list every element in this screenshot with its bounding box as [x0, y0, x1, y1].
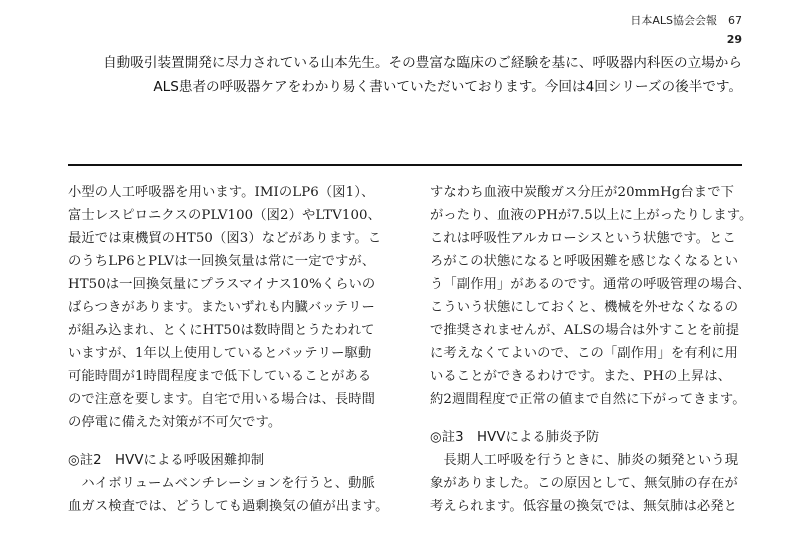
text-line: ので注意を要します。自宅で用いる場合は、長時間	[68, 392, 376, 407]
text-line: 可能時間が1時間程度まで低下していることがある	[68, 369, 372, 384]
text-line: 富士レスピロニクスのPLV100（図2）やLTV100、	[68, 208, 381, 223]
text-line: う「副作用」があるのです。通常の呼吸管理の場合、	[430, 277, 751, 292]
text-line: 小型の人工呼吸器を用います。IMIのLP6（図1）、	[68, 185, 375, 200]
text-line: で推奨されませんが、ALSの場合は外すことを前提	[430, 323, 740, 338]
text-line: の停電に備えた対策が不可欠です。	[68, 415, 282, 430]
text-line: 最近では東機貿のHT50（図3）などがあります。こ	[68, 231, 382, 246]
text-line: のうちLP6とPLVは一回換気量は常に一定ですが、	[68, 254, 376, 269]
text-line: ばらつきがあります。またいずれも内臓バッテリー	[68, 300, 375, 315]
text-line: がったり、血液のPHが7.5以上に上がったりします。	[430, 208, 753, 223]
page-number: 29	[726, 33, 742, 46]
text-line: 象がありました。この原因として、無気肺の存在が	[430, 476, 738, 491]
intro-line: 自動吸引装置開発に尽力されている山本先生。その豊富な臨床のご経験を基に、呼吸器内科医の立場から	[103, 55, 742, 71]
text-line: HT50は一回換気量にプラスマイナス10%くらいの	[68, 277, 376, 292]
text-line: いることができるわけです。また、PHの上昇は、	[430, 369, 732, 384]
journal-header: 日本ALS協会会報 67	[630, 14, 742, 27]
text-line: 血ガス検査では、どうしても過剰換気の値が出ます。	[68, 499, 389, 514]
note2-heading: ◎註2 HVVによる呼吸困難抑制	[68, 453, 265, 468]
text-line: 考えられます。低容量の換気では、無気肺は必発と	[430, 499, 738, 514]
text-line: 長期人工呼吸を行うときに、肺炎の頻発という現	[430, 453, 739, 468]
text-line: 約2週間程度で正常の値まで自然に下がってきます。	[430, 392, 746, 407]
paragraph-gap	[68, 434, 398, 449]
note3-heading: ◎註3 HVVによる肺炎予防	[430, 430, 600, 445]
text-line: こういう状態にしておくと、機械を外せなくなるの	[430, 300, 739, 315]
text-line: ハイボリュームベンチレーションを行うと、動脈	[68, 476, 375, 491]
paragraph-gap	[430, 411, 760, 426]
text-line: が組み込まれ、とくにHT50は数時間とうたわれて	[68, 323, 375, 338]
text-line: すなわち血液中炭酸ガス分圧が20mmHg台まで下	[430, 185, 734, 200]
text-line: に考えなくてよいので、この「副作用」を有利に用	[430, 346, 738, 361]
text-line: これは呼吸性アルカローシスという状態です。とこ	[430, 231, 736, 246]
text-line: いますが、1年以上使用しているとバッテリー駆動	[68, 346, 372, 361]
intro-line: ALS患者の呼吸器ケアをわかり易く書いていただいております。今回は4回シリーズの後半です。	[153, 79, 742, 95]
text-line: ろがこの状態になると呼吸困難を感じなくなるとい	[430, 254, 739, 269]
left-column	[68, 181, 398, 518]
right-column	[430, 181, 760, 518]
section-divider	[68, 164, 742, 166]
